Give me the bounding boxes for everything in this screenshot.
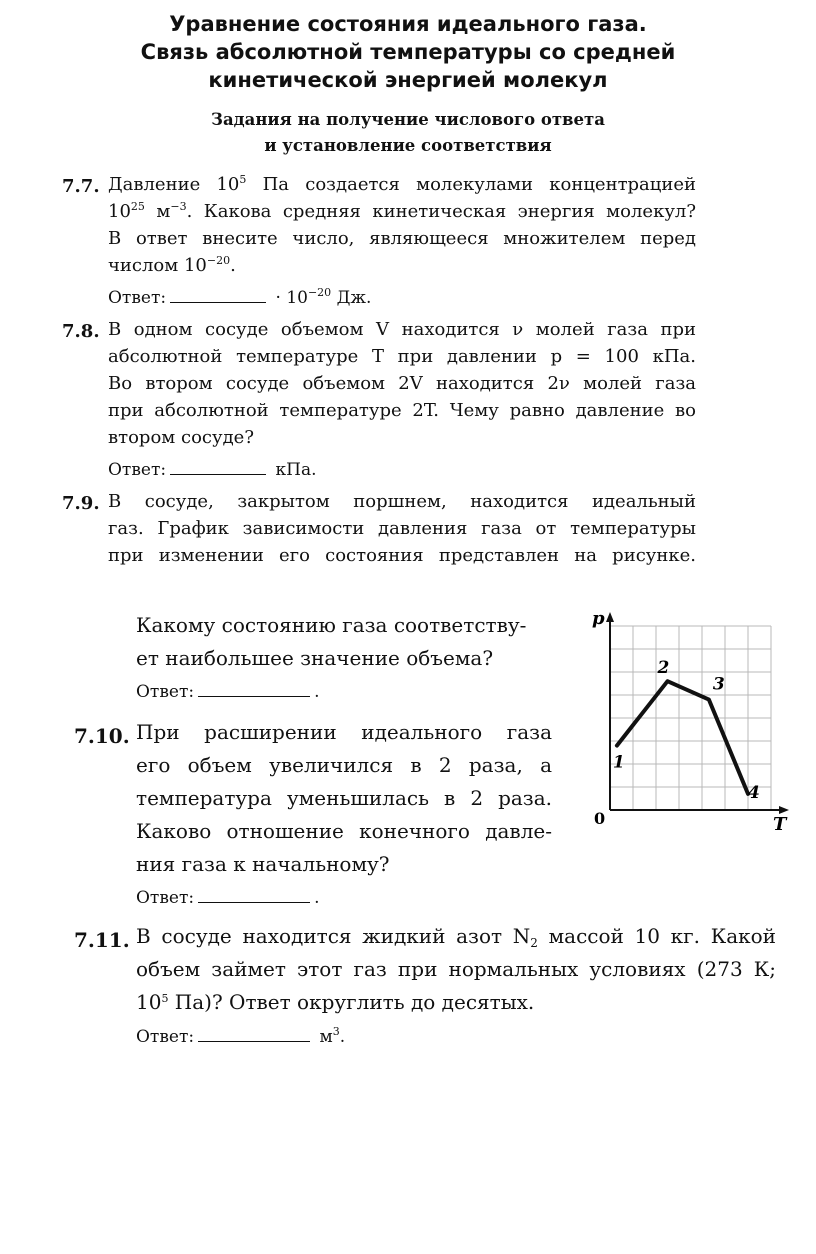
point-label: 3 <box>712 674 725 695</box>
problem-text-line: при изменении его состояния представлен на рисунке. <box>108 545 696 566</box>
problem-text-line: $10^{25}$ $м^{-3}$. Какова средняя кинетическая энергия молекул? <box>108 200 696 222</box>
problem-number: 7.7. <box>62 176 100 197</box>
problem-text-line: В сосуде находится жидкий азот $N_2$ массой 10 кг. Какой <box>136 924 776 950</box>
pressure-temperature-chart <box>560 606 790 830</box>
chart-labels <box>592 608 788 830</box>
answer-line: Ответ: $м^3$. <box>136 1025 346 1047</box>
answer-line: Ответ: . <box>136 682 320 702</box>
chart-series <box>617 681 748 794</box>
problem-text-line: при абсолютной температуре 2T. Чему равно давление во <box>108 400 696 421</box>
answer-blank[interactable] <box>170 301 266 303</box>
x-axis-label: T <box>773 814 787 830</box>
problem-number: 7.8. <box>62 321 100 342</box>
problem-text-line: Давление $10^5$ Па создается молекулами концентрацией <box>108 173 696 195</box>
answer-label: Ответ: <box>136 682 195 702</box>
problem-number: 7.9. <box>62 493 100 514</box>
x-axis-arrow <box>779 806 789 814</box>
problem-number: 7.10. <box>74 724 130 748</box>
answer-line: Ответ: кПа. <box>108 460 317 480</box>
y-axis-label: p <box>592 608 605 629</box>
origin-label: 0 <box>594 809 606 828</box>
problem-text-line: его объем увеличился в 2 раза, а <box>136 753 552 777</box>
subtitle-line-2: и установление соответствия <box>264 136 552 155</box>
answer-line: Ответ: . <box>136 888 320 908</box>
problem-text-line: $10^5$ Па)? Ответ округлить до десятых. <box>136 990 535 1014</box>
problem-text-line: газ. График зависимости давления газа от температуры <box>108 518 696 539</box>
answer-label: Ответ: <box>108 288 167 308</box>
problem-text-line: В сосуде, закрытом поршнем, находится идеальный <box>108 491 696 512</box>
subtitle-line-1: Задания на получение числового ответа <box>211 110 605 129</box>
answer-line: Ответ: · $10^{-20}$ Дж. <box>108 286 372 308</box>
chart-grid <box>610 626 771 810</box>
problem-text-line: ния газа к начальному? <box>136 852 390 876</box>
point-label: 4 <box>748 782 760 803</box>
problem-text-line: В ответ внесите число, являющееся множителем перед <box>108 228 696 249</box>
problem-text-line: Каково отношение конечного давле- <box>136 819 552 843</box>
problem-text-line: Во втором сосуде объемом 2V находится 2ν молей газа <box>108 373 696 394</box>
problem-text-line: При расширении идеального газа <box>136 720 552 744</box>
title-line-1: Уравнение состояния идеального газа. <box>169 12 647 36</box>
answer-blank[interactable] <box>170 473 266 475</box>
answer-label: Ответ: <box>136 888 195 908</box>
answer-label: Ответ: <box>136 1027 195 1047</box>
problem-text-line: ет наибольшее значение объема? <box>136 646 494 670</box>
problem-text-line: втором сосуде? <box>108 427 254 448</box>
problem-text-line: абсолютной температуре T при давлении p = 100 кПа. <box>108 346 696 367</box>
problem-text-line: числом $10^{-20}$. <box>108 254 236 276</box>
problem-text-line: Какому состоянию газа соответству- <box>136 613 527 637</box>
point-label: 1 <box>612 752 625 773</box>
answer-blank[interactable] <box>198 901 310 903</box>
answer-blank[interactable] <box>198 695 310 697</box>
y-axis-arrow <box>606 612 614 622</box>
problem-text-line: В одном сосуде объемом V находится ν молей газа при <box>108 319 696 340</box>
answer-blank[interactable] <box>198 1040 310 1042</box>
point-label: 2 <box>657 658 670 679</box>
answer-label: Ответ: <box>108 460 167 480</box>
problem-number: 7.11. <box>74 928 130 952</box>
title-line-2: Связь абсолютной температуры со средней <box>140 40 676 64</box>
series-line <box>617 681 748 794</box>
title-line-3: кинетической энергией молекул <box>208 68 608 92</box>
problem-text-line: температура уменьшилась в 2 раза. <box>136 786 552 810</box>
problem-text-line: объем займет этот газ при нормальных условиях (273 К; <box>136 957 776 981</box>
